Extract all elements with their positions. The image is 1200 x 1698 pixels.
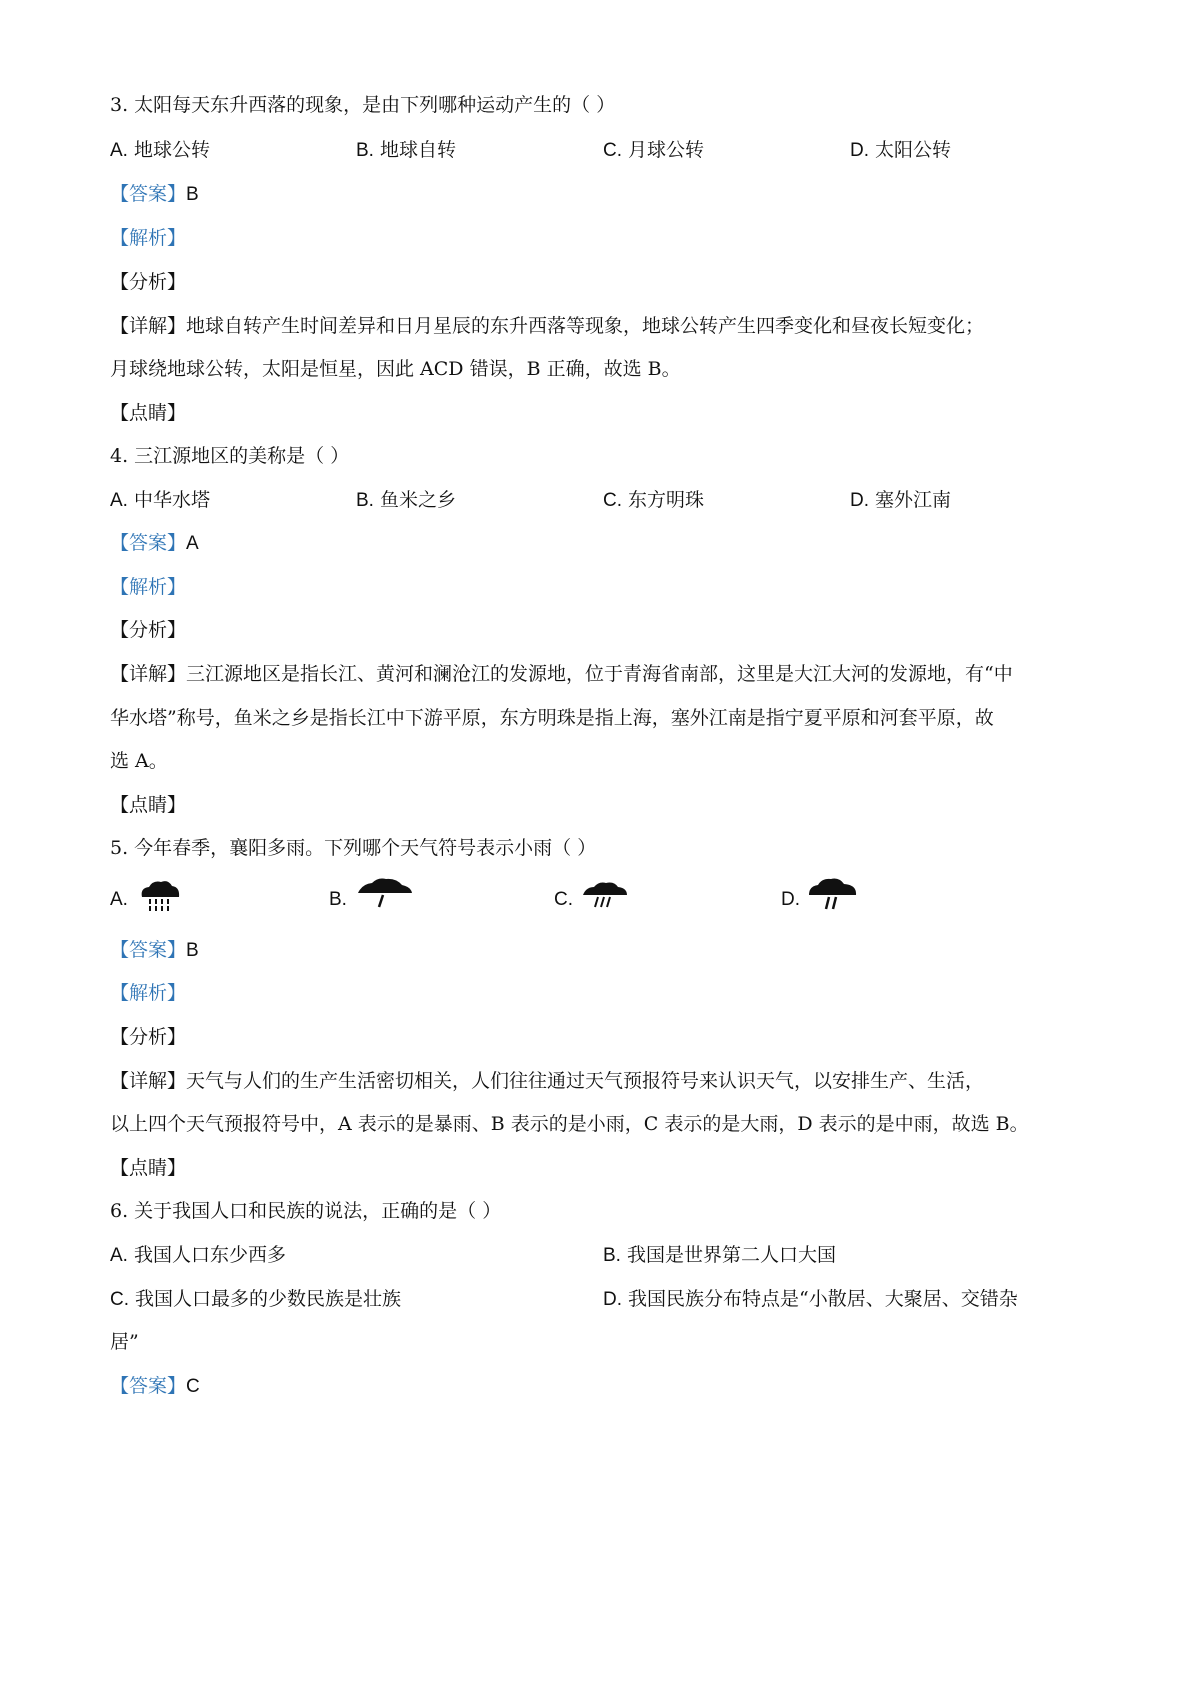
q3-xiangjie: 【详解】地球自转产生时间差异和日月星辰的东升西落等现象，地球公转产生四季变化和昼夜长短变化； <box>110 315 985 337</box>
q6-option-d-continued: 居” <box>110 1331 139 1353</box>
q6-stem: 6. 关于我国人口和民族的说法，正确的是（ ） <box>110 1200 502 1222</box>
q6-answer: 【答案】C <box>110 1375 200 1397</box>
q4-option-c: C. 东方明珠 <box>603 489 705 511</box>
q5-option-d: D. <box>781 889 800 910</box>
q3-fenxi: 【分析】 <box>110 271 187 293</box>
q4-xiangjie: 【详解】三江源地区是指长江、黄河和澜沧江的发源地，位于青海省南部，这里是大江大河的发源地，有“中 <box>110 663 1013 685</box>
q5-option-b: B. <box>329 889 347 910</box>
q3-xiangjie-line2: 月球绕地球公转，太阳是恒星，因此 ACD 错误，B 正确，故选 B。 <box>110 358 681 380</box>
q5-xiangjie: 【详解】天气与人们的生产生活密切相关，人们往往通过天气预报符号来认识天气，以安排生产、生活， <box>110 1070 985 1092</box>
q3-dianjing: 【点睛】 <box>110 402 187 424</box>
q6-option-c: C. 我国人口最多的少数民族是壮族 <box>110 1288 402 1310</box>
q3-option-b: B. 地球自转 <box>356 139 457 161</box>
q3-answer: 【答案】B <box>110 183 199 205</box>
q3-stem: 3. 太阳每天东升西落的现象，是由下列哪种运动产生的（ ） <box>110 94 616 116</box>
heavy-rain-icon <box>581 879 629 911</box>
q6-option-d: D. 我国民族分布特点是“小散居、大聚居、交错杂 <box>603 1288 1018 1310</box>
q4-answer: 【答案】A <box>110 532 199 554</box>
q3-jiexi: 【解析】 <box>110 227 187 249</box>
q4-stem: 4. 三江源地区的美称是（ ） <box>110 445 350 467</box>
q3-option-c: C. 月球公转 <box>603 139 705 161</box>
q6-option-a: A. 我国人口东少西多 <box>110 1244 287 1266</box>
q5-dianjing: 【点睛】 <box>110 1157 187 1179</box>
light-rain-icon <box>356 876 414 912</box>
q4-option-a: A. 中华水塔 <box>110 489 211 511</box>
q5-option-c: C. <box>554 889 573 910</box>
q4-jiexi: 【解析】 <box>110 576 187 598</box>
q6-option-b: B. 我国是世界第二人口大国 <box>603 1244 837 1266</box>
q3-option-d: D. 太阳公转 <box>850 139 952 161</box>
q5-jiexi: 【解析】 <box>110 982 187 1004</box>
q5-option-a: A. <box>110 889 128 910</box>
q4-fenxi: 【分析】 <box>110 619 187 641</box>
q5-xiangjie-line2: 以上四个天气预报符号中，A 表示的是暴雨、B 表示的是小雨，C 表示的是大雨，D 表示的是中雨，故选 B。 <box>110 1113 1029 1135</box>
q4-xiangjie-line2: 华水塔”称号，鱼米之乡是指长江中下游平原，东方明珠是指上海，塞外江南是指宁夏平原和河套平原，故 <box>110 707 994 729</box>
q4-option-b: B. 鱼米之乡 <box>356 489 457 511</box>
heavy-rainstorm-icon <box>138 878 182 914</box>
q5-stem: 5. 今年春季，襄阳多雨。下列哪个天气符号表示小雨（ ） <box>110 837 597 859</box>
q4-xiangjie-line3: 选 A。 <box>110 750 168 772</box>
q4-dianjing: 【点睛】 <box>110 794 187 816</box>
moderate-rain-icon <box>806 876 860 914</box>
q3-option-a: A. 地球公转 <box>110 139 211 161</box>
q5-fenxi: 【分析】 <box>110 1026 187 1048</box>
q4-option-d: D. 塞外江南 <box>850 489 952 511</box>
q5-answer: 【答案】B <box>110 939 199 961</box>
